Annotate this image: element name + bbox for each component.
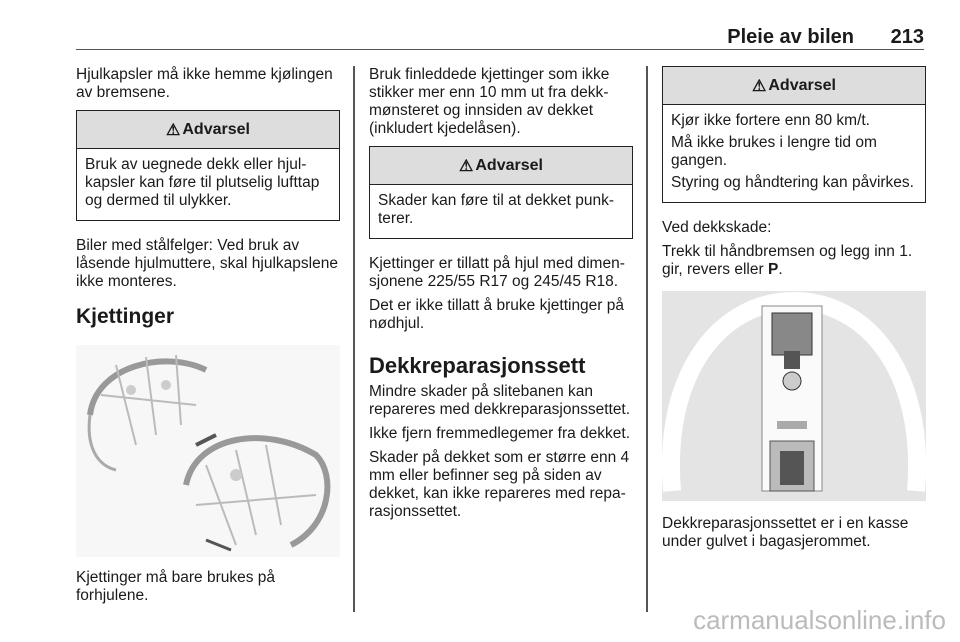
column-1 <box>76 66 340 611</box>
spare-wheel-text: Det er ikke tillatt å bruke kjettinger på nødhjul. <box>369 297 625 332</box>
warning-text-speed: Kjør ikke fortere enn 80 km/t. <box>671 112 870 129</box>
column-divider-1 <box>353 66 355 612</box>
tyre-damage-label: Ved dekkskade: <box>662 219 772 236</box>
snow-chains-icon <box>76 345 340 557</box>
repair-kit-heading: Dekkreparasjonssett <box>369 353 586 378</box>
warning-body <box>370 185 632 238</box>
repair-text-2: Ikke fjern fremmedlegemer fra dekket. <box>369 425 631 442</box>
warning-header <box>370 147 632 185</box>
repair-kit-illustration <box>662 291 926 501</box>
watermark: carmanualsonline.info <box>693 605 946 635</box>
snow-chains-illustration <box>76 345 340 557</box>
chains-allowed-text: Kjettinger er tillatt på hjul med dimensjonene 225/55 R17 og 245/45 R18. <box>369 255 625 290</box>
repair-text-3: Skader på dekket som er større enn 4 mm eller befinner seg på siden av dekket, kan ikke repareres med reparasjonssettet. <box>369 449 630 520</box>
warning-text: Bruk av uegnede dekk eller hjulkapsler kan føre til plutselig lufttap og dermed til ulykker. <box>85 156 320 209</box>
column-divider-2 <box>646 66 648 612</box>
warning-triangle-icon: ⚠ <box>459 157 474 175</box>
chains-front-wheels: Kjettinger må bare brukes på forhjulene. <box>76 569 276 604</box>
warning-text-handling: Styring og håndtering kan påvirkes. <box>671 174 914 191</box>
header-title: Pleie av bilen <box>727 26 854 48</box>
repair-kit-icon <box>662 291 926 501</box>
column-2 <box>369 66 633 527</box>
chains-heading: Kjettinger <box>76 305 175 328</box>
repair-text-1: Mindre skader på slitebanen kan repareres med dekkreparasjonssettet. <box>369 383 631 418</box>
warning-header <box>77 111 339 149</box>
handbrake-instruction: Trekk til håndbremsen og legg inn 1. gir, revers eller P. <box>662 243 913 278</box>
wheel-cover-intro: Hjulkapsler må ikke hemme kjølingen av bremsene. <box>76 66 333 101</box>
column-3 <box>662 66 926 557</box>
warning-triangle-icon: ⚠ <box>752 77 767 95</box>
warning-title: Advarsel <box>182 120 250 138</box>
warning-text: Skader kan føre til at dekket punkterer. <box>378 192 615 227</box>
warning-body <box>663 105 925 202</box>
warning-title: Advarsel <box>475 156 543 174</box>
warning-triangle-icon: ⚠ <box>166 121 181 139</box>
warning-box-1 <box>76 110 340 221</box>
warning-text-duration: Må ikke brukes i lengre tid om gangen. <box>671 134 877 169</box>
page-header <box>76 0 924 50</box>
steel-rims-text: Biler med stålfelger: Ved bruk av låsende hjulmuttere, skal hjulkapslene ikke monteres. <box>76 237 338 290</box>
warning-header <box>663 67 925 105</box>
warning-box-3 <box>662 66 926 203</box>
fine-chains-text: Bruk finleddede kjettinger som ikke stikker mer enn 10 mm ut fra dekkmønsteret og innsiden av dekket (inkludert kjedelåsen). <box>369 66 610 137</box>
warning-title: Advarsel <box>768 76 836 94</box>
warning-body <box>77 149 339 220</box>
page-number: 213 <box>890 26 924 48</box>
repair-kit-location: Dekkreparasjonssettet er i en kasse under gulvet i bagasjerommet. <box>662 515 909 550</box>
warning-box-2 <box>369 146 633 239</box>
